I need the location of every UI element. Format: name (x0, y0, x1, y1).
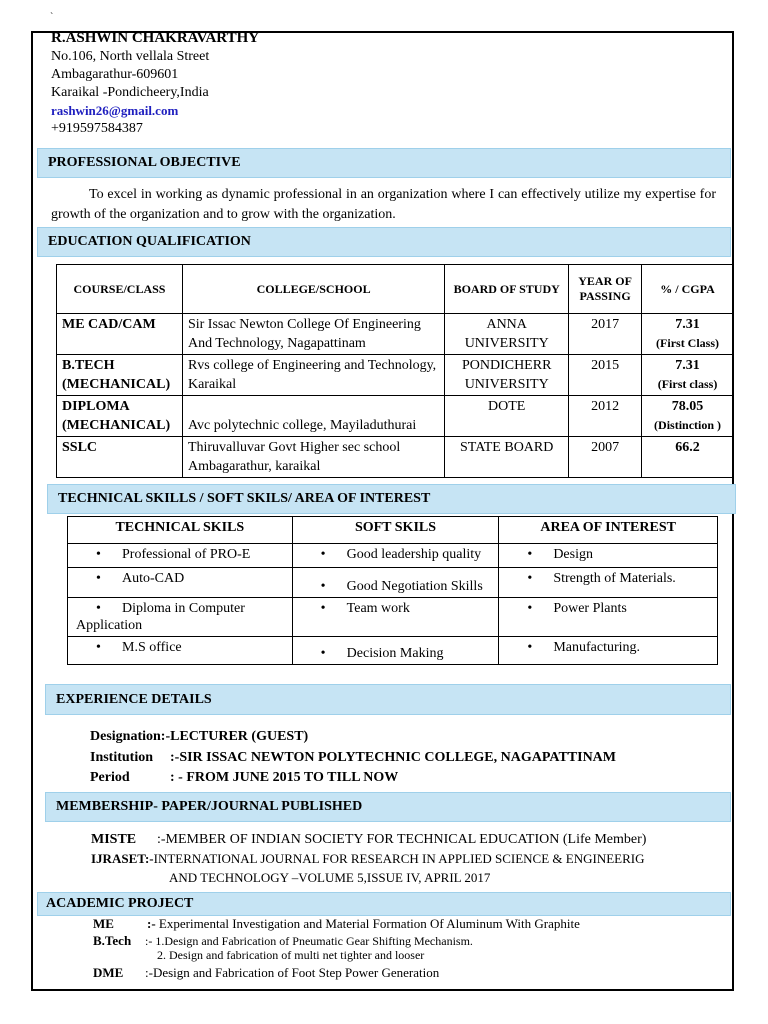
institution-label: Institution (90, 750, 154, 765)
score-note: (First Class) (656, 336, 720, 350)
board-cell: DOTE (445, 396, 569, 437)
ijraset-line-2: AND TECHNOLOGY –VOLUME 5,ISSUE IV, APRIL 2017 (169, 870, 491, 885)
bullet-icon: • (527, 571, 533, 586)
score-value: 7.31 (675, 358, 700, 373)
phone-number: +919597584387 (51, 121, 143, 136)
section-title: EXPERIENCE DETAILS (56, 691, 212, 707)
skill-cell (292, 568, 499, 598)
designation-line (90, 729, 308, 745)
skill-cell (499, 637, 718, 665)
project-dme-line (93, 965, 439, 981)
address-line-1: No.106, North vellala Street (51, 49, 210, 64)
skill-text: Power Plants (553, 601, 627, 616)
table-header-row (68, 517, 718, 544)
course-cell: DIPLOMA (MECHANICAL) (57, 396, 183, 437)
ijraset-line (91, 851, 644, 867)
miste-label: MISTE (91, 832, 137, 847)
skill-text: Professional of PRO-E (122, 547, 251, 562)
skill-text: Design (553, 547, 593, 562)
skill-text: Strength of Materials. (553, 571, 676, 586)
section-title: PROFESSIONAL OBJECTIVE (48, 155, 241, 170)
section-header-project (37, 892, 731, 916)
column-header: SOFT SKILS (292, 517, 499, 544)
address-line-3: Karaikal -Pondicheery,India (51, 85, 209, 100)
score-value: 66.2 (675, 440, 700, 455)
period-value: : - FROM JUNE 2015 TO TILL NOW (170, 770, 399, 785)
board-cell: ANNA UNIVERSITY (445, 314, 569, 355)
score-cell (642, 314, 734, 355)
bullet-icon: • (320, 601, 326, 616)
skill-cell (68, 598, 293, 637)
course-cell: ME CAD/CAM (57, 314, 183, 355)
table-row (57, 437, 734, 478)
score-note: (Distinction ) (654, 418, 722, 432)
project-me-line (93, 916, 580, 932)
section-header-membership (45, 792, 731, 822)
college-cell: Rvs college of Engineering and Technology, Karaikal (182, 355, 444, 396)
table-row (57, 396, 734, 437)
table-row (68, 544, 718, 568)
section-title: MEMBERSHIP- PAPER/JOURNAL PUBLISHED (56, 799, 363, 814)
miste-value: :-MEMBER OF INDIAN SOCIETY FOR TECHNICAL EDUCATION (Life Member) (157, 832, 647, 847)
table-header-row (57, 265, 734, 314)
column-header: COURSE/CLASS (57, 265, 183, 314)
section-header-education (37, 227, 731, 257)
skill-cell (499, 568, 718, 598)
skill-cell (68, 568, 293, 598)
bullet-icon: • (320, 547, 326, 562)
bullet-icon: • (527, 601, 533, 616)
table-row (57, 355, 734, 396)
section-header-experience (45, 684, 731, 715)
bullet-icon: • (96, 640, 101, 655)
project-dme-value: :-Design and Fabrication of Foot Step Power Generation (145, 965, 440, 980)
bullet-icon: • (527, 547, 533, 562)
candidate-name: R.ASHWIN CHAKRAVARTHY (51, 30, 260, 46)
period-label: Period (90, 770, 130, 785)
period-line (90, 770, 398, 786)
board-cell: STATE BOARD (445, 437, 569, 478)
project-btech-label: B.Tech (93, 933, 132, 948)
column-header: AREA OF INTEREST (499, 517, 718, 544)
skill-cell (499, 544, 718, 568)
skill-cell (292, 598, 499, 637)
course-cell: B.TECH (MECHANICAL) (57, 355, 183, 396)
bullet-icon: • (320, 646, 326, 661)
table-row (68, 637, 718, 665)
score-cell (642, 437, 734, 478)
score-cell (642, 396, 734, 437)
skill-text: Manufacturing. (553, 640, 641, 655)
email-link[interactable]: rashwin26@gmail.com (51, 103, 179, 118)
stray-mark: ` (50, 12, 54, 23)
score-note: (First class) (657, 377, 718, 391)
skill-cell (68, 544, 293, 568)
skill-text: Good leadership quality (346, 547, 482, 562)
skill-text: Decision Making (346, 646, 444, 661)
project-dme-label: DME (93, 965, 124, 980)
institution-line (90, 750, 616, 766)
column-header: COLLEGE/SCHOOL (182, 265, 444, 314)
score-cell (642, 355, 734, 396)
objective-text: To excel in working as dynamic professional in an organization where I can effectively utilize my expertise for growth of the organization and to grow with the organization. (51, 187, 716, 222)
column-header: TECHNICAL SKILS (68, 517, 293, 544)
project-me-sep: :- (147, 916, 156, 931)
skill-text: Auto-CAD (122, 571, 185, 586)
skill-text: M.S office (122, 640, 182, 655)
bullet-icon: • (320, 579, 326, 594)
section-title: TECHNICAL SKILLS / SOFT SKILS/ AREA OF INTEREST (58, 491, 431, 506)
address-line-2: Ambagarathur-609601 (51, 67, 179, 82)
miste-line (91, 832, 646, 848)
college-cell: Avc polytechnic college, Mayiladuthurai (182, 396, 444, 437)
designation-value: LECTURER (GUEST) (170, 729, 309, 744)
skill-text: Team work (346, 601, 410, 616)
project-me-label: ME (93, 916, 114, 931)
year-cell: 2017 (569, 314, 642, 355)
table-row (68, 568, 718, 598)
project-me-value: Experimental Investigation and Material Formation Of Aluminum With Graphite (158, 916, 580, 931)
table-row (68, 598, 718, 637)
board-cell: PONDICHERR UNIVERSITY (445, 355, 569, 396)
column-header: YEAR OF PASSING (569, 265, 642, 314)
bullet-icon: • (527, 640, 533, 655)
education-table (56, 264, 734, 478)
skill-cell (68, 637, 293, 665)
skill-cell (499, 598, 718, 637)
score-value: 78.05 (671, 399, 704, 414)
section-title: ACADEMIC PROJECT (46, 896, 194, 911)
college-cell: Sir Issac Newton College Of Engineering And Technology, Nagapattinam (182, 314, 444, 355)
year-cell: 2007 (569, 437, 642, 478)
year-cell: 2012 (569, 396, 642, 437)
course-cell: SSLC (57, 437, 183, 478)
skills-table (67, 516, 718, 665)
bullet-icon: • (96, 601, 101, 616)
score-value: 7.31 (675, 317, 700, 332)
table-row (57, 314, 734, 355)
skill-text: Good Negotiation Skills (346, 579, 483, 594)
section-title: EDUCATION QUALIFICATION (48, 234, 251, 249)
project-btech-line (93, 933, 473, 949)
institution-value: :-SIR ISSAC NEWTON POLYTECHNIC COLLEGE, NAGAPATTINAM (170, 750, 616, 765)
college-cell: Thiruvalluvar Govt Higher sec school Ambagarathur, karaikal (182, 437, 444, 478)
project-btech-line-2: 2. Design and fabrication of multi net tighter and looser (157, 948, 425, 962)
column-header: BOARD OF STUDY (445, 265, 569, 314)
skill-cell (292, 544, 499, 568)
designation-label: Designation:- (90, 729, 171, 744)
bullet-icon: • (96, 571, 101, 586)
section-header-objective (37, 148, 731, 178)
section-header-skills (47, 484, 736, 514)
year-cell: 2015 (569, 355, 642, 396)
skill-text: Diploma in Computer Application (76, 601, 245, 633)
ijraset-value: INTERNATIONAL JOURNAL FOR RESEARCH IN APPLIED SCIENCE & ENGINEERIG (153, 851, 645, 866)
skill-cell (292, 637, 499, 665)
column-header: % / CGPA (642, 265, 734, 314)
ijraset-label: IJRASET:- (91, 851, 154, 866)
bullet-icon: • (96, 547, 101, 562)
project-btech-value: :- 1.Design and Fabrication of Pneumatic Gear Shifting Mechanism. (145, 934, 473, 948)
